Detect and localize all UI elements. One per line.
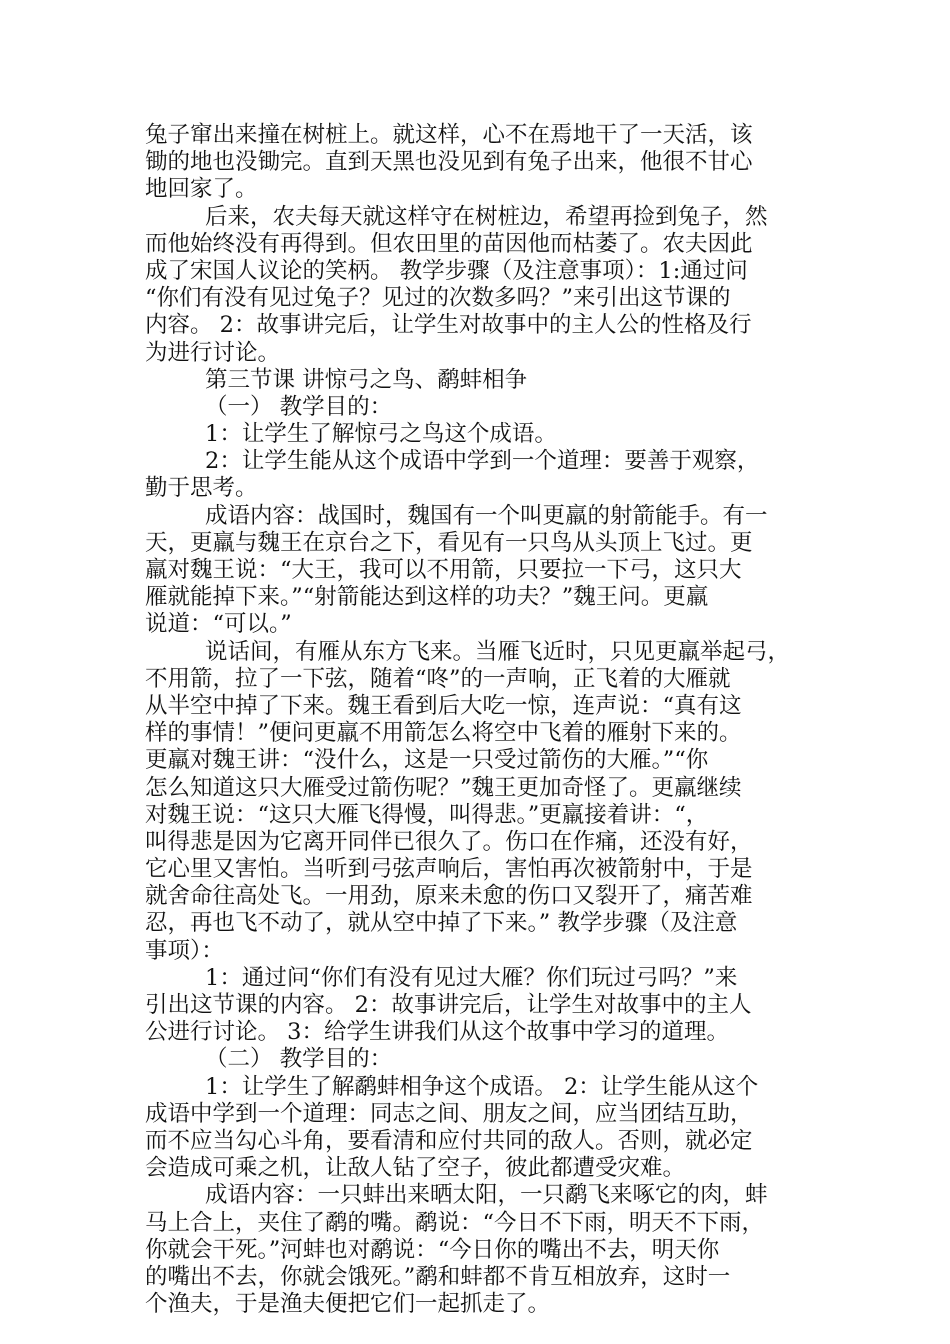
text-line: “你们有没有见过兔子？见过的次数多吗？”来引出这节课的 — [145, 285, 731, 312]
text-line: 更羸对魏王讲：“没什么，这是一只受过箭伤的大雁。”“你 — [145, 747, 709, 774]
text-line: 引出这节课的内容。 2：故事讲完后，让学生对故事中的主人 — [145, 992, 752, 1018]
text-line: 2：让学生能从这个成语中学到一个道理：要善于观察， — [205, 448, 760, 475]
text-line: 不用箭，拉了一下弦，随着“咚”的一声响，正飞着的大雁就 — [145, 665, 731, 692]
text-line: 你就会干死。”河蚌也对鹬说：“今日你的嘴出不去，明天你 — [145, 1236, 720, 1263]
text-line: 就舍命往高处飞。一用劲，原来未愈的伤口又裂开了，痛苦难 — [145, 883, 753, 910]
text-line: 内容。 2：故事讲完后，让学生对故事中的主人公的性格及行 — [145, 312, 752, 339]
text-line: 1：让学生了解惊弓之鸟这个成语。 — [205, 421, 557, 448]
text-line: 而不应当勾心斗角，要看清和应付共同的敌人。否则，就必定 — [145, 1127, 753, 1154]
text-line: 兔子窜出来撞在树桩上。就这样，心不在焉地干了一天活，该 — [145, 122, 753, 148]
text-line: 马上合上，夹住了鹬的嘴。鹬说：“今日不下雨，明天不下雨， — [145, 1209, 765, 1236]
text-line: 会造成可乘之机，让敌人钻了空子，彼此都遭受灾难。 — [145, 1155, 686, 1182]
subsection-heading: （二） 教学目的： — [205, 1046, 393, 1073]
section-heading: 第三节课 讲惊弓之鸟、鹬蚌相争 — [205, 366, 528, 393]
paragraph-first-line: 1：通过问“你们有没有见过大雁？你们玩过弓吗？”来 — [205, 964, 738, 991]
subsection-heading: （一） 教学目的： — [205, 393, 393, 420]
text-line: 说道：“可以。” — [145, 611, 292, 638]
text-line: 个渔夫，于是渔夫便把它们一起抓走了。 — [145, 1291, 551, 1318]
text-line: 的嘴出不去，你就会饿死。”鹬和蚌都不肯互相放弃，这时一 — [145, 1263, 731, 1290]
paragraph-first-line: 成语内容：一只蚌出来晒太阳，一只鹬飞来啄它的肉，蚌 — [205, 1182, 768, 1209]
text-line: 勤于思考。 — [145, 475, 258, 502]
text-line: 成了宋国人议论的笑柄。 教学步骤（及注意事项）：1:通过问 — [145, 257, 748, 284]
text-line: 雁就能掉下来。”“射箭能达到这样的功夫？”魏王问。更羸 — [145, 584, 709, 611]
document-body — [145, 122, 810, 1318]
text-line: 公进行讨论。 3：给学生讲我们从这个故事中学习的道理。 — [145, 1019, 729, 1046]
text-line: 1：让学生了解鹬蚌相争这个成语。 2：让学生能从这个 — [205, 1073, 759, 1100]
paragraph-first-line: 后来，农夫每天就这样守在树桩边，希望再捡到兔子，然 — [205, 203, 768, 230]
text-line: 锄的地也没锄完。直到天黑也没见到有兔子出来，他很不甘心 — [145, 149, 753, 176]
text-line: 对魏王说：“这只大雁飞得慢，叫得悲。”更羸接着讲：“， — [145, 801, 709, 828]
text-line: 成语中学到一个道理：同志之间、朋友之间，应当团结互助， — [145, 1100, 753, 1127]
text-line: 样的事情！”便问更羸不用箭怎么将空中飞着的雁射下来的。 — [145, 720, 742, 747]
text-line: 叫得悲是因为它离开同伴已很久了。伤口在作痛，还没有好， — [145, 828, 753, 855]
text-line: 而他始终没有再得到。但农田里的苗因他而枯萎了。农夫因此 — [145, 230, 753, 257]
text-line: 忍，再也飞不动了，就从空中掉了下来。” 教学步骤（及注意 — [145, 910, 738, 937]
text-line: 为进行讨论。 — [145, 339, 281, 366]
text-line: 天，更羸与魏王在京台之下，看见有一只鸟从头顶上飞过。更 — [145, 529, 753, 556]
text-line: 从半空中掉了下来。魏王看到后大吃一惊，连声说：“真有这 — [145, 692, 742, 719]
text-line: 它心里又害怕。当听到弓弦声响后，害怕再次被箭射中，于是 — [145, 856, 753, 883]
paragraph-first-line: 说话间，有雁从东方飞来。当雁飞近时，只见更羸举起弓， — [205, 638, 791, 665]
text-line: 事项）： — [145, 937, 224, 964]
paragraph-first-line: 成语内容：战国时，魏国有一个叫更羸的射箭能手。有一 — [205, 502, 768, 529]
text-line: 羸对魏王说：“大王，我可以不用箭，只要拉一下弓，这只大 — [145, 557, 742, 583]
text-line: 怎么知道这只大雁受过箭伤呢？”魏王更加奇怪了。更羸继续 — [145, 774, 742, 801]
text-line: 地回家了。 — [145, 176, 258, 203]
